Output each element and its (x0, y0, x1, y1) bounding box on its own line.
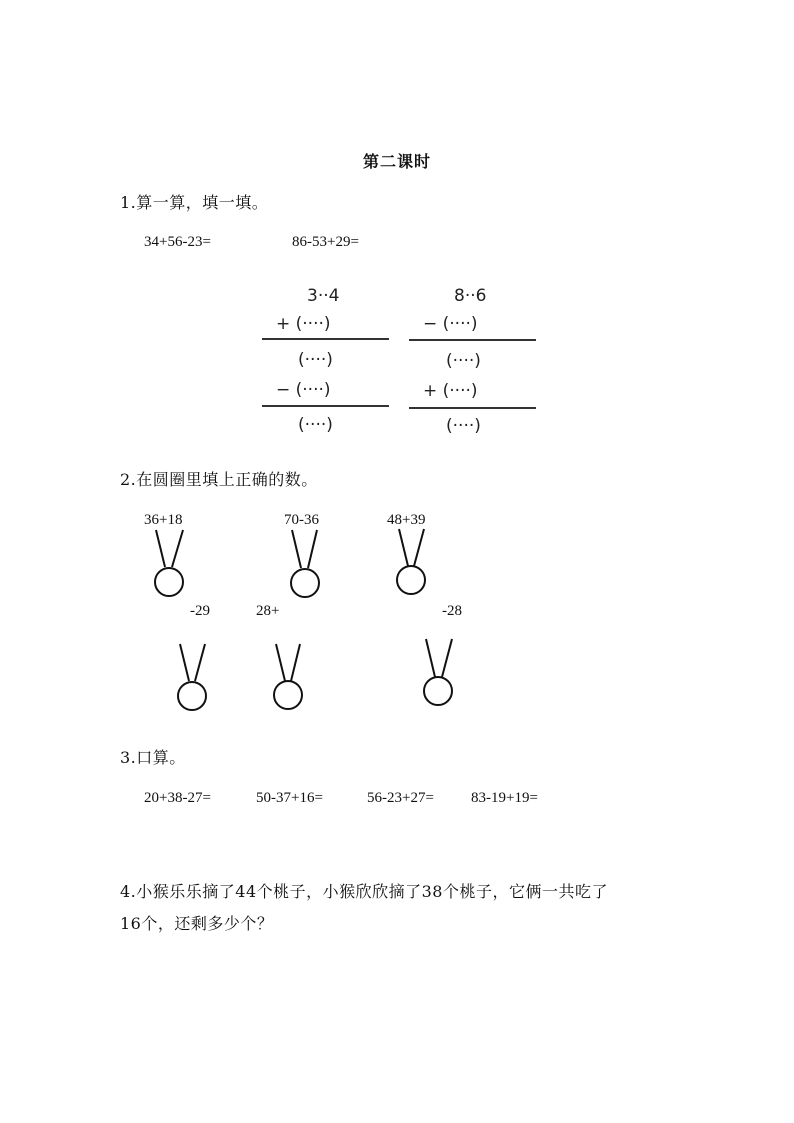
vertical-b-row3: + (····) (423, 381, 478, 401)
answer-circle (291, 569, 319, 597)
vertical-b-top: 8··6 (454, 286, 487, 306)
answer-circle (274, 681, 302, 709)
number-tree-1 (155, 530, 183, 596)
branch-line (292, 530, 301, 568)
question-3-label: 3.口算。 (120, 748, 186, 767)
branch-line (195, 644, 205, 681)
branch-line (180, 644, 189, 681)
branch-line (276, 644, 285, 681)
branch-line (426, 639, 435, 677)
q1-expression-b: 86-53+29= (292, 234, 359, 250)
vertical-b-row1: − (····) (423, 314, 478, 334)
q3-expression-4: 83-19+19= (471, 790, 538, 806)
question-4-line-2: 16个，还剩多少个？ (120, 914, 274, 933)
question-4-line-1: 4.小猴乐乐摘了44个桃子，小猴欣欣摘了38个桃子，它俩一共吃了 (120, 882, 608, 901)
number-tree-4 (178, 644, 206, 710)
branch-line (156, 530, 165, 567)
question-2-label: 2.在圆圈里填上正确的数。 (120, 470, 318, 489)
answer-circle (424, 677, 452, 705)
vertical-a-row4: (····) (298, 415, 333, 435)
q2-top-item-1: 36+18 (144, 512, 183, 528)
vertical-a-row2: (····) (298, 350, 333, 370)
branch-line (308, 530, 317, 568)
vertical-a-row1: + (····) (276, 314, 331, 334)
vertical-a-top: 3··4 (307, 286, 340, 306)
number-tree-3 (397, 529, 425, 594)
answer-circle (397, 566, 425, 594)
number-tree-6 (424, 639, 452, 705)
number-tree-5 (274, 644, 302, 709)
q2-bottom-item-3: -28 (442, 603, 462, 619)
q3-expression-3: 56-23+27= (367, 790, 434, 806)
q1-expression-a: 34+56-23= (144, 234, 211, 250)
q3-expression-2: 50-37+16= (256, 790, 323, 806)
q2-bottom-item-2: 28+ (256, 603, 280, 619)
vertical-a-row3: − (····) (276, 380, 331, 400)
q2-top-item-2: 70-36 (284, 512, 319, 528)
q3-expression-1: 20+38-27= (144, 790, 211, 806)
vertical-b-row4: (····) (446, 416, 481, 436)
q2-bottom-item-1: -29 (190, 603, 210, 619)
branch-line (399, 529, 408, 566)
answer-circle (178, 682, 206, 710)
branch-line (291, 644, 300, 681)
branch-line (414, 529, 424, 566)
answer-circle (155, 568, 183, 596)
number-tree-2 (291, 530, 319, 597)
page-title: 第二课时 (362, 152, 431, 171)
q2-top-item-3: 48+39 (387, 512, 426, 528)
branch-line (442, 639, 452, 677)
question-1-label: 1.算一算，填一填。 (120, 193, 269, 212)
branch-line (172, 530, 183, 567)
vertical-b-row2: (····) (446, 351, 481, 371)
